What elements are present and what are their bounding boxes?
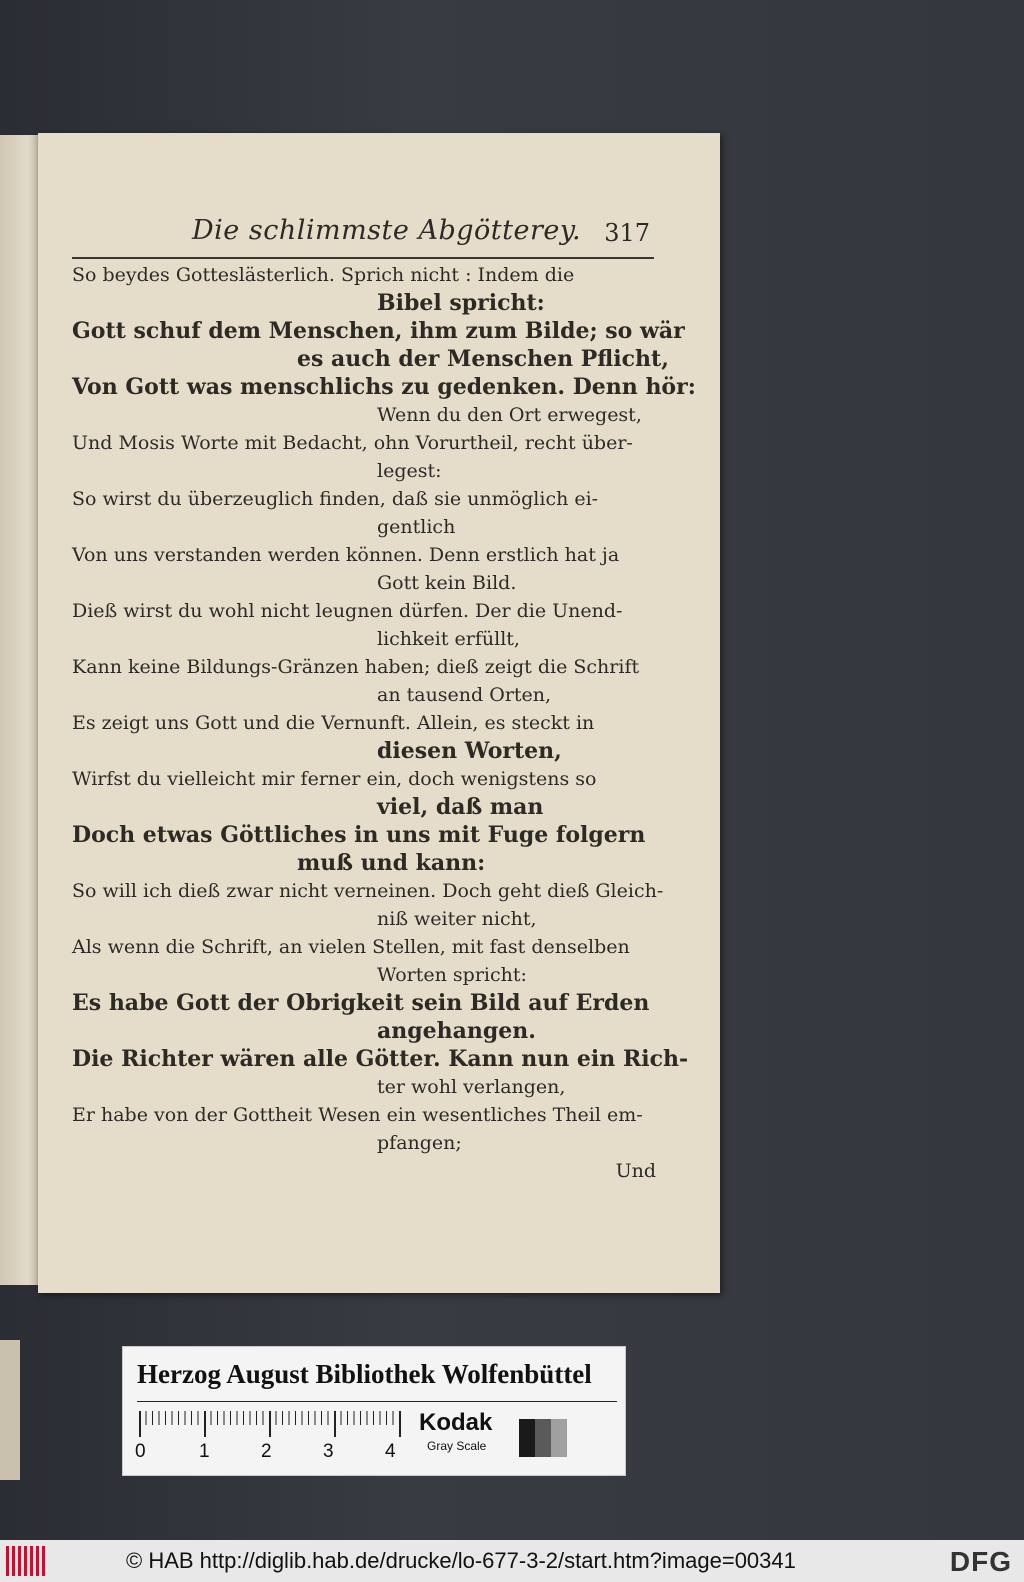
text-line: Doch etwas Göttliches in uns mit Fuge folgern	[72, 822, 646, 848]
text-line: diesen Worten,	[377, 738, 562, 764]
text-line: muß und kann:	[297, 850, 486, 876]
text-line: an tausend Orten,	[377, 684, 552, 706]
ruler-number: 1	[199, 1441, 210, 1462]
text-line: So will ich dieß zwar nicht verneinen. Doch geht dieß Gleich-	[72, 880, 664, 902]
book-page	[38, 133, 720, 1293]
text-line: lichkeit erfüllt,	[377, 628, 520, 650]
text-line: niß weiter nicht,	[377, 908, 537, 930]
gray-scale-label: Gray Scale	[427, 1439, 487, 1453]
text-line: angehangen.	[377, 1018, 536, 1044]
text-line: Kann keine Bildungs-Gränzen haben; dieß zeigt die Schrift	[72, 656, 640, 678]
text-line: Als wenn die Schrift, an vielen Stellen, mit fast denselben	[72, 936, 630, 958]
ruler-number: 0	[135, 1441, 146, 1462]
text-line: Wenn du den Ort erwegest,	[377, 404, 642, 426]
text-line: Von uns verstanden werden können. Denn erstlich hat ja	[72, 544, 620, 566]
text-line: So beydes Gotteslästerlich. Sprich nicht : Indem die	[72, 264, 575, 286]
text-line: gentlich	[377, 516, 456, 538]
gray-swatch-light	[551, 1419, 567, 1457]
gray-swatch-dark	[519, 1419, 535, 1457]
text-line: Er habe von der Gottheit Wesen ein wesentliches Theil em-	[72, 1104, 643, 1126]
text-line: Es habe Gott der Obrigkeit sein Bild auf Erden	[72, 990, 650, 1016]
text-line: Die Richter wären alle Götter. Kann nun ein Rich-	[72, 1046, 689, 1072]
card-divider	[137, 1401, 617, 1402]
ruler-number: 2	[261, 1441, 272, 1462]
text-line: Bibel spricht:	[377, 290, 545, 316]
hab-logo-icon	[6, 1546, 46, 1576]
text-line: Wirfst du vielleicht mir ferner ein, doch wenigstens so	[72, 768, 597, 790]
text-line: So wirst du überzeuglich finden, daß sie unmöglich ei-	[72, 488, 599, 510]
text-line: Gott kein Bild.	[377, 572, 517, 594]
text-line: Es zeigt uns Gott und die Vernunft. Allein, es steckt in	[72, 712, 595, 734]
text-line: Gott schuf dem Menschen, ihm zum Bilde; so wär	[72, 318, 685, 344]
text-line: Dieß wirst du wohl nicht leugnen dürfen. Der die Unend-	[72, 600, 623, 622]
text-line: es auch der Menschen Pflicht,	[297, 346, 669, 372]
book-edge-strip	[0, 1340, 20, 1480]
footer-bar	[0, 1540, 1024, 1582]
page-number: 317	[604, 219, 650, 247]
gray-swatch-mid	[535, 1419, 551, 1457]
text-line: ter wohl verlangen,	[377, 1076, 566, 1098]
text-line: Worten spricht:	[377, 964, 527, 986]
source-url[interactable]: © HAB http://diglib.hab.de/drucke/lo-677-3-2/start.htm?image=00341	[126, 1548, 796, 1573]
page-header	[72, 207, 654, 259]
running-title: Die schlimmste Abgötterey.	[192, 215, 582, 246]
text-line: Und Mosis Worte mit Bedacht, ohn Vorurtheil, recht über-	[72, 432, 633, 454]
library-name: Herzog August Bibliothek Wolfenbüttel	[137, 1359, 592, 1389]
poem-text	[72, 261, 696, 1185]
text-line: Von Gott was menschlichs zu gedenken. Denn hör:	[72, 374, 696, 400]
kodak-logo: Kodak	[419, 1409, 493, 1436]
dfg-logo: DFG	[949, 1546, 1012, 1577]
color-calibration-card	[122, 1346, 626, 1476]
scale-ruler	[139, 1411, 401, 1437]
ruler-number: 3	[323, 1441, 334, 1462]
previous-page-edge	[0, 135, 40, 1285]
text-line: pfangen;	[377, 1132, 462, 1154]
text-line: Und	[615, 1160, 656, 1182]
ruler-number: 4	[385, 1441, 396, 1462]
text-line: viel, daß man	[377, 794, 544, 820]
text-line: legest:	[377, 460, 442, 482]
